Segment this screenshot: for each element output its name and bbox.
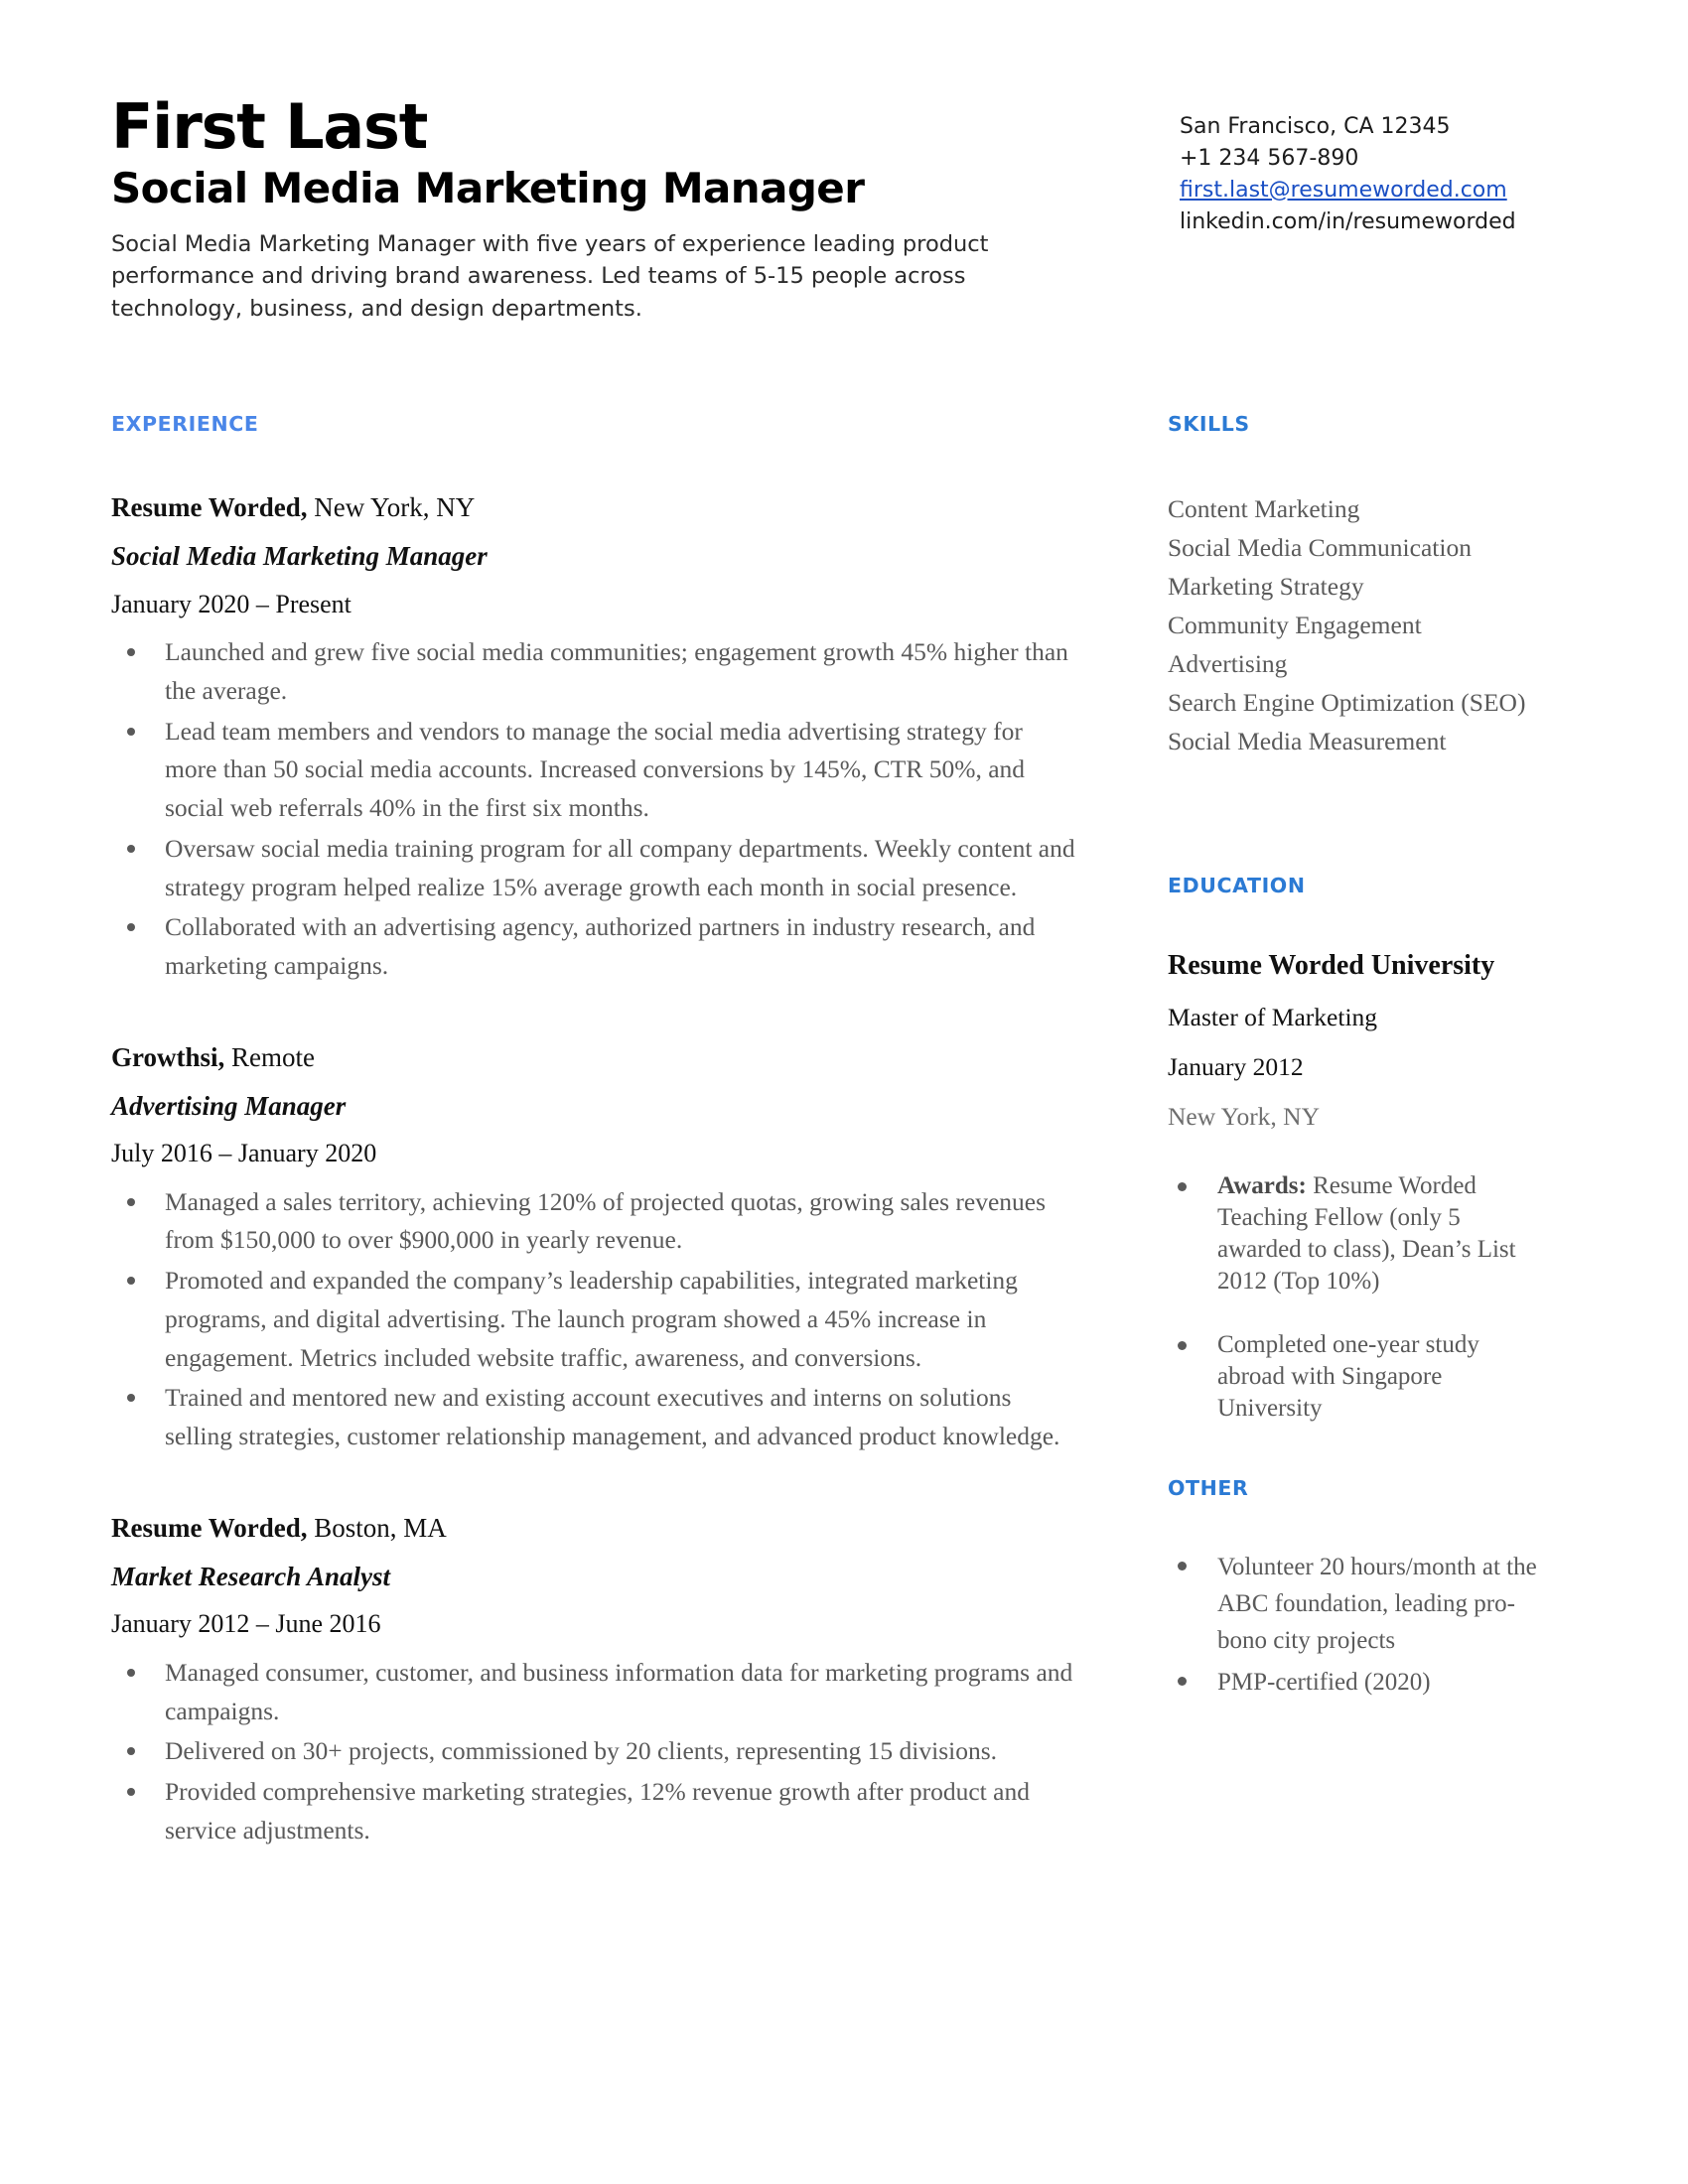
education-location: New York, NY bbox=[1168, 1101, 1321, 1131]
skills-list bbox=[1168, 489, 1541, 760]
education-degree: Master of Marketing bbox=[1168, 1002, 1378, 1031]
other-bullet: PMP-certified (2020) bbox=[1168, 1665, 1541, 1702]
contact-phone: +1 234 567-890 bbox=[1180, 145, 1359, 171]
header-left bbox=[111, 90, 1064, 325]
section-heading-skills: SKILLS bbox=[1168, 412, 1250, 437]
other-bullet: Volunteer 20 hours/month at the ABC foundation, leading pro-bono city projects bbox=[1168, 1550, 1541, 1659]
contact-block bbox=[1180, 95, 1577, 238]
job-bullet-list bbox=[111, 1654, 1078, 1850]
contact-linkedin: linkedin.com/in/resumeworded bbox=[1180, 208, 1516, 234]
job-bullet: Managed a sales territory, achieving 120% of projected quotas, growing sales revenues from $150,000 to over $900,000 in yearly revenue. bbox=[111, 1183, 1078, 1261]
job-bullet: Lead team members and vendors to manage the social media advertising strategy for more than 50 social media accounts. Increased conversions by 145%, CTR 50%, and social web referrals 40% in the first six months. bbox=[111, 713, 1078, 828]
job-dates: January 2020 – Present bbox=[111, 589, 352, 618]
education-bullet bbox=[1168, 1170, 1541, 1297]
education-date: January 2012 bbox=[1168, 1051, 1304, 1081]
job-bullet: Collaborated with an advertising agency, authorized partners in industry research, and marketing campaigns. bbox=[111, 908, 1078, 986]
job-bullet: Launched and grew five social media communities; engagement growth 45% higher than the average. bbox=[111, 633, 1078, 711]
resume-header bbox=[111, 90, 1577, 325]
education-bullet-label: Awards: bbox=[1217, 1172, 1307, 1200]
job-bullet: Oversaw social media training program for all company departments. Weekly content and strategy program helped realize 15% average growth each month in social presence. bbox=[111, 830, 1078, 907]
contact-location: San Francisco, CA 12345 bbox=[1180, 114, 1451, 139]
job-bullet: Promoted and expanded the company’s leadership capabilities, integrated marketing programs, and digital advertising. The launch program showed a 45% increase in engagement. Metrics included website traffic, awareness, and conversions. bbox=[111, 1262, 1078, 1377]
resume-columns bbox=[111, 412, 1577, 1851]
skill-item: Social Media Measurement bbox=[1168, 727, 1447, 756]
skill-item: Search Engine Optimization (SEO) bbox=[1168, 688, 1526, 718]
section-heading-education: EDUCATION bbox=[1168, 874, 1306, 898]
education-bullet-text: Resume Worded Teaching Fellow (only 5 awarded to class), Dean’s List 2012 (Top 10%) bbox=[1217, 1172, 1516, 1296]
job-bullet-list bbox=[111, 633, 1078, 986]
education-section bbox=[1168, 874, 1541, 1425]
job-company-line bbox=[111, 1039, 1078, 1076]
job-bullet: Delivered on 30+ projects, commissioned by 20 clients, representing 15 divisions. bbox=[111, 1732, 1078, 1771]
job-company-line bbox=[111, 489, 1078, 526]
candidate-summary: Social Media Marketing Manager with five years of experience leading product performance and driving brand awareness. Led teams of 5-15 people across technology, business, and design departments. bbox=[111, 230, 989, 322]
job-entry bbox=[111, 489, 1078, 986]
section-heading-other: OTHER bbox=[1168, 1476, 1249, 1501]
job-title: Market Research Analyst bbox=[111, 1561, 391, 1591]
job-dates: July 2016 – January 2020 bbox=[111, 1139, 377, 1168]
contact-email-link[interactable]: first.last@resumeworded.com bbox=[1180, 177, 1507, 203]
skill-item: Marketing Strategy bbox=[1168, 572, 1364, 602]
job-location: New York, NY bbox=[307, 492, 476, 523]
skill-item: Community Engagement bbox=[1168, 611, 1422, 640]
job-bullet: Managed consumer, customer, and business information data for marketing programs and campaigns. bbox=[111, 1654, 1078, 1731]
education-bullet-list bbox=[1168, 1170, 1541, 1425]
candidate-name: First Last bbox=[111, 90, 428, 163]
job-entry bbox=[111, 1039, 1078, 1456]
skill-item: Advertising bbox=[1168, 649, 1288, 679]
job-company: Growthsi, bbox=[111, 1041, 225, 1072]
job-company: Resume Worded, bbox=[111, 1512, 308, 1543]
candidate-headline: Social Media Marketing Manager bbox=[111, 164, 865, 213]
skill-item: Social Media Communication bbox=[1168, 533, 1472, 563]
experience-column bbox=[111, 412, 1124, 1851]
job-location: Remote bbox=[224, 1041, 315, 1072]
education-bullet-text: Completed one-year study abroad with Singapore University bbox=[1217, 1331, 1479, 1423]
sidebar-column bbox=[1124, 412, 1541, 1851]
job-title: Social Media Marketing Manager bbox=[111, 541, 488, 572]
education-bullet bbox=[1168, 1329, 1541, 1425]
job-entry bbox=[111, 1510, 1078, 1850]
job-location: Boston, MA bbox=[307, 1512, 447, 1543]
other-section bbox=[1168, 1476, 1541, 1702]
other-bullet-list bbox=[1168, 1550, 1541, 1702]
skill-item: Content Marketing bbox=[1168, 494, 1360, 524]
job-title: Advertising Manager bbox=[111, 1090, 347, 1121]
job-company-line bbox=[111, 1510, 1078, 1547]
job-bullet: Trained and mentored new and existing account executives and interns on solutions selling strategies, customer relationship management, and advanced product knowledge. bbox=[111, 1379, 1078, 1456]
section-heading-experience: EXPERIENCE bbox=[111, 412, 259, 437]
job-bullet: Provided comprehensive marketing strategies, 12% revenue growth after product and service adjustments. bbox=[111, 1773, 1078, 1850]
job-company: Resume Worded, bbox=[111, 492, 308, 523]
job-dates: January 2012 – June 2016 bbox=[111, 1609, 381, 1639]
skills-section bbox=[1168, 412, 1541, 760]
job-bullet-list bbox=[111, 1183, 1078, 1456]
sidebar-spacer bbox=[1168, 760, 1541, 874]
education-school: Resume Worded University bbox=[1168, 950, 1495, 982]
